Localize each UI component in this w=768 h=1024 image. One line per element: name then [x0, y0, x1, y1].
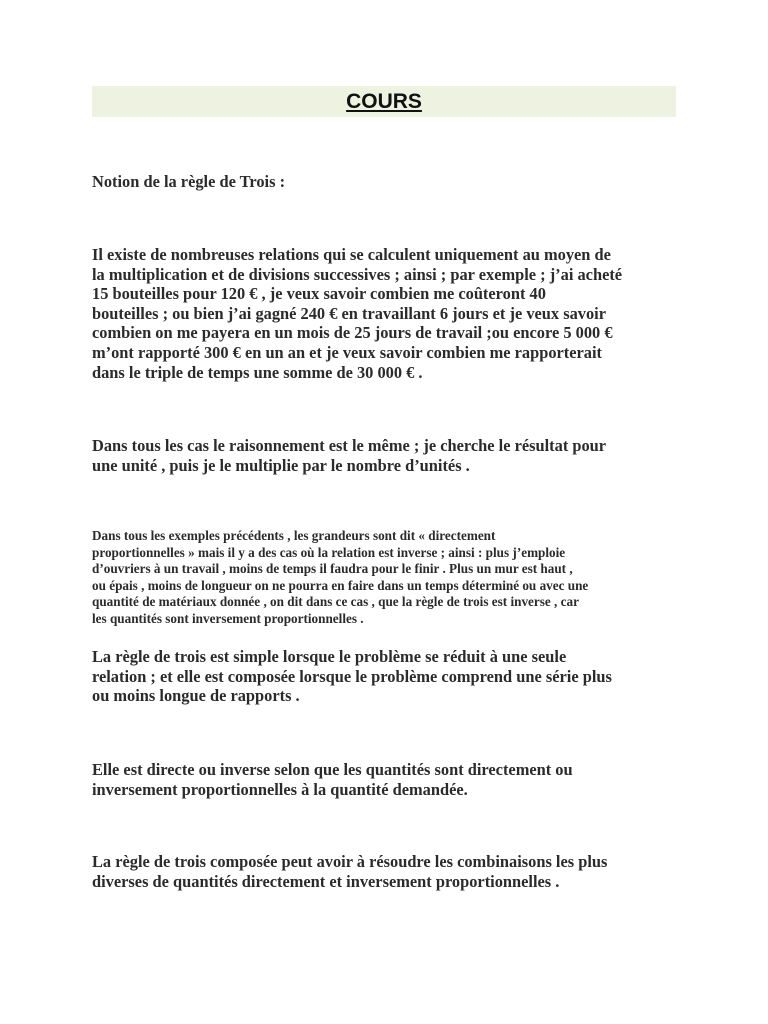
section-heading: Notion de la règle de Trois : [92, 172, 286, 191]
paragraph-inverse-proportion: Dans tous les exemples précédents , les grandeurs sont dit « directement proportionnelles » mais il y a des cas où la relation est inverse ; ainsi : plus j’emploie d’ouvriers à un travail , moins de temps il faudra pour le finir . Plus un mur est haut , ou épais , moins de longueur on ne pourra en faire dans un temps déterminé ou avec une quantité de matériaux donnée , on dit dans ce cas , que la règle de trois est inverse , car les quantités sont inversement proportionnelles . [92, 528, 589, 626]
paragraph-simple-composite: La règle de trois est simple lorsque le problème se réduit à une seule relation ; et elle est composée lorsque le problème comprend une série plus ou moins longue de rapports . [92, 647, 612, 706]
title-banner [92, 86, 676, 117]
paragraph-examples: Il existe de nombreuses relations qui se calculent uniquement au moyen de la multiplication et de divisions successives ; ainsi ; par exemple ; j’ai acheté 15 bouteilles pour 120 € , je veux savoir combien me coûteront 40 bouteilles ; ou bien j’ai gagné 240 € en travaillant 6 jours et je veux savoir combien on me payera en un mois de 25 jours de travail ;ou encore 5 000 € m’ont rapporté 300 € en un an et je veux savoir combien me rapporterait dans le triple de temps une somme de 30 000 € . [92, 245, 623, 382]
paragraph-reasoning: Dans tous les cas le raisonnement est le même ; je cherche le résultat pour une unité , puis je le multiplie par le nombre d’unités . [92, 436, 607, 475]
paragraph-direct-inverse: Elle est directe ou inverse selon que les quantités sont directement ou inversement proportionnelles à la quantité demandée. [92, 760, 573, 799]
page-title: COURS [346, 90, 422, 113]
paragraph-composite-combinations: La règle de trois composée peut avoir à résoudre les combinaisons les plus diverses de quantités directement et inversement proportionnelles . [92, 852, 608, 891]
